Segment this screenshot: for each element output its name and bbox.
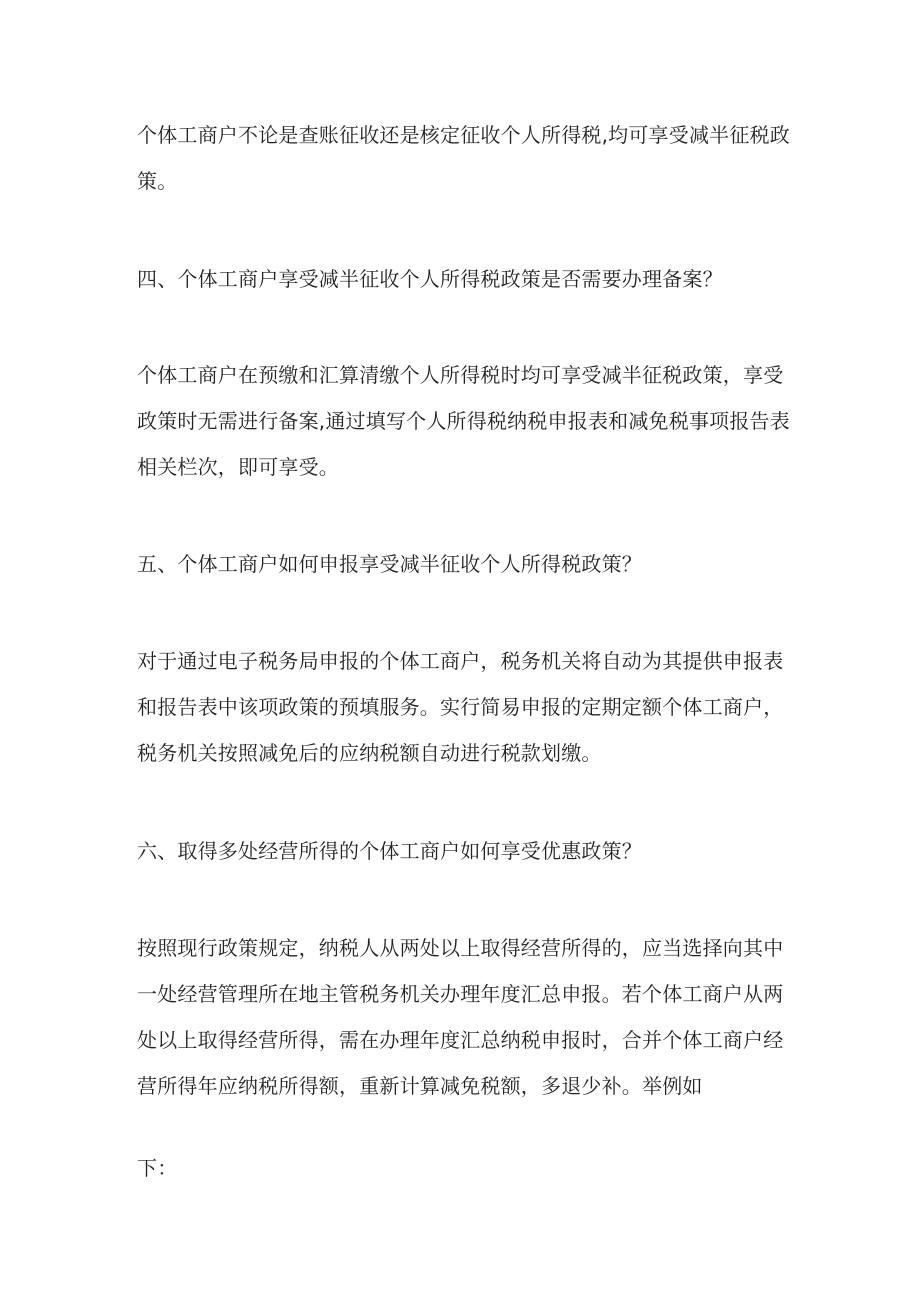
- paragraph-no-filing-needed: [137, 352, 797, 490]
- heading-question-four: 四、个体工商户享受减半征收个人所得税政策是否需要办理备案？: [137, 267, 723, 291]
- paragraph-line: 处以上取得经营所得，需在办理年度汇总纳税申报时，合并个体工商户经: [137, 1028, 784, 1052]
- paragraph-line: 一处经营管理所在地主管税务机关办理年度汇总申报。若个体工商户从两: [137, 982, 784, 1006]
- paragraph-tax-halving-scope: [137, 112, 797, 204]
- paragraph-line: 下：: [137, 1156, 178, 1180]
- paragraph-line: 营所得年应纳税所得额，重新计算减免税额，多退少补。举例如: [137, 1074, 703, 1098]
- paragraph-multiple-sources: [137, 925, 797, 1109]
- paragraph-line: 策。: [137, 169, 178, 193]
- paragraph-line: 对于通过电子税务局申报的个体工商户，税务机关将自动为其提供申报表: [137, 649, 784, 673]
- heading-question-six: 六、取得多处经营所得的个体工商户如何享受优惠政策？: [137, 839, 642, 863]
- paragraph-line: 政策时无需进行备案,通过填写个人所得税纳税申报表和减免税事项报告表: [137, 409, 790, 433]
- paragraph-line: 按照现行政策规定，纳税人从两处以上取得经营所得的，应当选择向其中: [137, 936, 784, 960]
- paragraph-line: 和报告表中该项政策的预填服务。实行简易申报的定期定额个体工商户，: [137, 695, 784, 719]
- paragraph-example-continuation: [137, 1145, 797, 1191]
- paragraph-how-to-declare: [137, 638, 797, 776]
- paragraph-line: 税务机关按照减免后的应纳税额自动进行税款划缴。: [137, 741, 602, 765]
- paragraph-line: 个体工商户不论是查账征收还是核定征收个人所得税,均可享受减半征税政: [137, 123, 790, 147]
- paragraph-line: 相关栏次，即可享受。: [137, 455, 339, 479]
- heading-question-five: 五、个体工商户如何申报享受减半征收个人所得税政策？: [137, 552, 642, 576]
- paragraph-line: 个体工商户在预缴和汇算清缴个人所得税时均可享受减半征税政策，享受: [137, 363, 784, 387]
